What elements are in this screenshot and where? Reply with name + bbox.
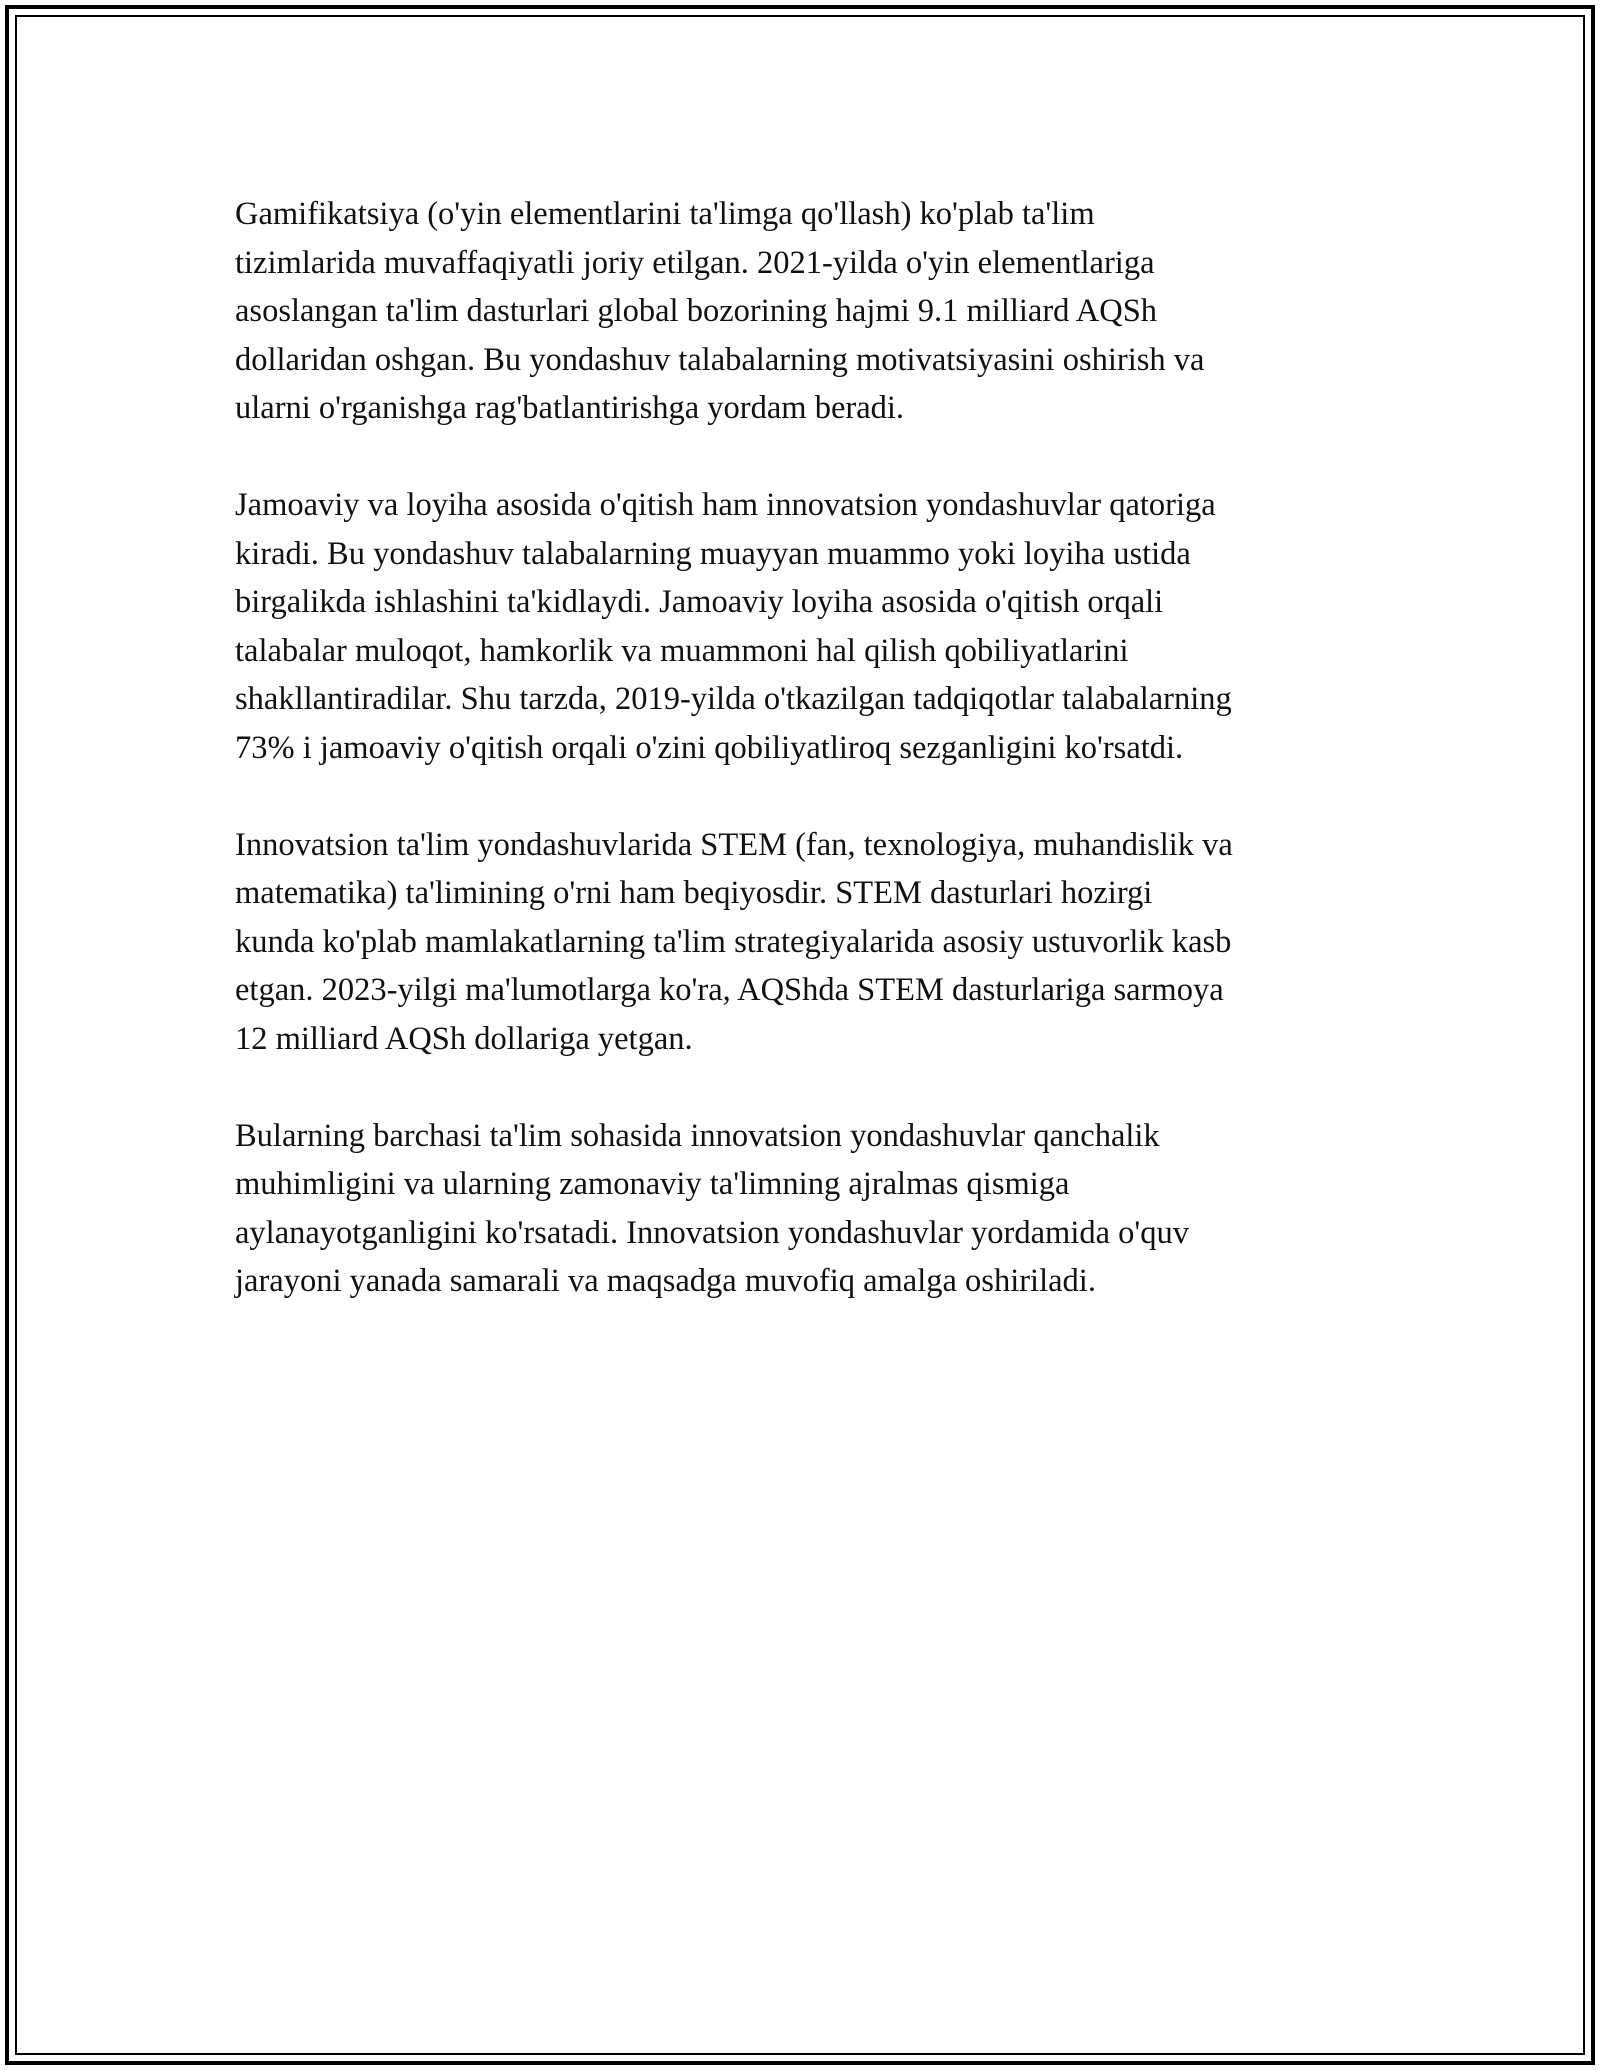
text-line: 73% i jamoaviy o'qitish orqali o'zini qobiliyatliroq sezganligini ko'rsatdi. [235,729,1184,766]
text-line: birgalikda ishlashini ta'kidlaydi. Jamoaviy loyiha asosida o'qitish orqali [235,584,1164,620]
text-line: muhimligini va ularning zamonaviy ta'limning ajralmas qismiga [235,1166,1070,1202]
text-line: 12 milliard AQSh dollariga yetgan. [235,1020,693,1057]
paragraph-4 [235,1112,1375,1306]
text-line: kiradi. Bu yondashuv talabalarning muayyan muammo yoki loyiha ustida [235,535,1191,572]
text-line: Bularning barchasi ta'lim sohasida innovatsion yondashuvlar qanchalik [235,1117,1160,1154]
text-line: tizimlarida muvaffaqiyatli joriy etilgan. 2021-yilda o'yin elementlariga [235,244,1155,281]
text-line: talabalar muloqot, hamkorlik va muammoni hal qilish qobiliyatlarini [235,632,1129,669]
text-line: asoslangan ta'lim dasturlari global bozorining hajmi 9.1 milliard AQSh [235,293,1158,329]
text-line: shakllantiradilar. Shu tarzda, 2019-yilda o'tkazilgan tadqiqotlar talabalarning [235,681,1232,717]
paragraph-2 [235,481,1375,772]
text-line: kunda ko'plab mamlakatlarning ta'lim strategiyalarida asosiy ustuvorlik kasb [235,923,1232,960]
text-line: aylanayotganligini ko'rsatadi. Innovatsion yondashuvlar yordamida o'quv [235,1214,1190,1251]
text-line: Jamoaviy va loyiha asosida o'qitish ham innovatsion yondashuvlar qatoriga [235,487,1216,523]
paragraph-1 [235,190,1375,433]
text-line: jarayoni yanada samarali va maqsadga muvofiq amalga oshiriladi. [235,1263,1096,1299]
text-line: ularni o'rganishga rag'batlantirishga yordam beradi. [235,390,905,426]
text-line: Gamifikatsiya (o'yin elementlarini ta'limga qo'llash) ko'plab ta'lim [235,196,1095,232]
paragraph-3 [235,821,1375,1064]
document-body [235,190,1375,1354]
text-line: matematika) ta'limining o'rni ham beqiyosdir. STEM dasturlari hozirgi [235,875,1153,911]
text-line: etgan. 2023-yilgi ma'lumotlarga ko'ra, AQShda STEM dasturlariga sarmoya [235,972,1224,1008]
text-line: Innovatsion ta'lim yondashuvlarida STEM (fan, texnologiya, muhandislik va [235,826,1233,863]
text-line: dollaridan oshgan. Bu yondashuv talabalarning motivatsiyasini oshirish va [235,341,1205,378]
